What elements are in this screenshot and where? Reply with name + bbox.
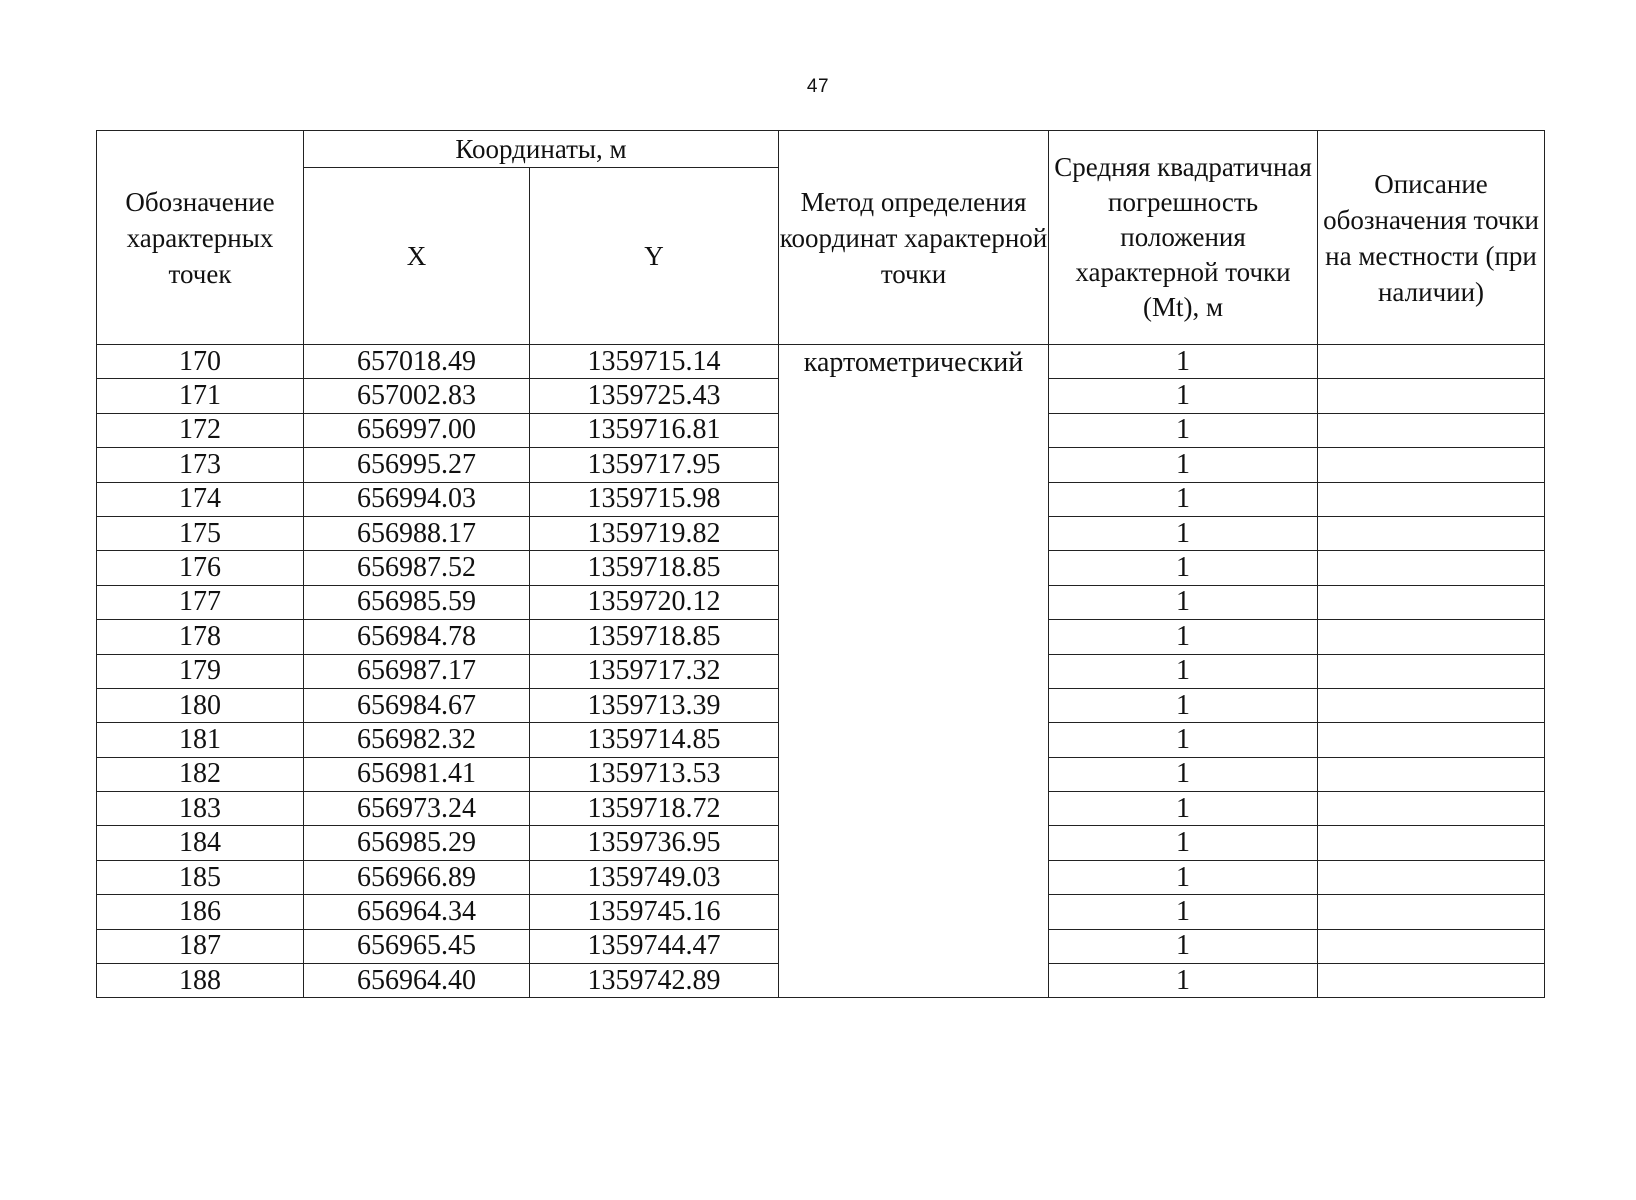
y-cell: 1359715.98 <box>530 482 779 516</box>
description-cell <box>1318 482 1545 516</box>
x-cell: 656994.03 <box>304 482 530 516</box>
header-method: Метод определения координат характерной точки <box>779 131 1049 345</box>
x-cell: 656987.17 <box>304 654 530 688</box>
x-cell: 656982.32 <box>304 723 530 757</box>
description-cell <box>1318 654 1545 688</box>
description-cell <box>1318 895 1545 929</box>
point-cell: 183 <box>97 792 304 826</box>
mean-error-cell: 1 <box>1049 688 1318 722</box>
mean-error-cell: 1 <box>1049 757 1318 791</box>
header-x: X <box>304 168 530 345</box>
description-cell <box>1318 448 1545 482</box>
mean-error-cell: 1 <box>1049 585 1318 619</box>
y-cell: 1359717.95 <box>530 448 779 482</box>
point-cell: 184 <box>97 826 304 860</box>
y-cell: 1359715.14 <box>530 345 779 379</box>
y-cell: 1359713.53 <box>530 757 779 791</box>
x-cell: 656984.78 <box>304 620 530 654</box>
point-cell: 174 <box>97 482 304 516</box>
mean-error-cell: 1 <box>1049 413 1318 447</box>
y-cell: 1359720.12 <box>530 585 779 619</box>
method-cell: картометрический <box>779 345 1049 998</box>
point-cell: 175 <box>97 516 304 550</box>
mean-error-cell: 1 <box>1049 345 1318 379</box>
mean-error-cell: 1 <box>1049 448 1318 482</box>
mean-error-cell: 1 <box>1049 895 1318 929</box>
x-cell: 656984.67 <box>304 688 530 722</box>
description-cell <box>1318 345 1545 379</box>
description-cell <box>1318 413 1545 447</box>
x-cell: 656965.45 <box>304 929 530 963</box>
x-cell: 656985.29 <box>304 826 530 860</box>
mean-error-cell: 1 <box>1049 516 1318 550</box>
y-cell: 1359725.43 <box>530 379 779 413</box>
description-cell <box>1318 620 1545 654</box>
description-cell <box>1318 826 1545 860</box>
x-cell: 656966.89 <box>304 860 530 894</box>
point-cell: 173 <box>97 448 304 482</box>
y-cell: 1359718.72 <box>530 792 779 826</box>
y-cell: 1359718.85 <box>530 551 779 585</box>
table-row <box>97 345 1545 379</box>
description-cell <box>1318 688 1545 722</box>
description-cell <box>1318 929 1545 963</box>
coordinates-table <box>96 130 1545 998</box>
header-point-designation: Обозначение характерных точек <box>97 131 304 345</box>
description-cell <box>1318 379 1545 413</box>
description-cell <box>1318 585 1545 619</box>
header-y: Y <box>530 168 779 345</box>
x-cell: 656964.40 <box>304 964 530 998</box>
y-cell: 1359749.03 <box>530 860 779 894</box>
page-number: 47 <box>806 76 830 97</box>
y-cell: 1359716.81 <box>530 413 779 447</box>
point-cell: 180 <box>97 688 304 722</box>
mean-error-cell: 1 <box>1049 792 1318 826</box>
x-cell: 656973.24 <box>304 792 530 826</box>
mean-error-cell: 1 <box>1049 482 1318 516</box>
mean-error-cell: 1 <box>1049 379 1318 413</box>
y-cell: 1359713.39 <box>530 688 779 722</box>
description-cell <box>1318 860 1545 894</box>
y-cell: 1359717.32 <box>530 654 779 688</box>
y-cell: 1359742.89 <box>530 964 779 998</box>
mean-error-cell: 1 <box>1049 654 1318 688</box>
mean-error-cell: 1 <box>1049 723 1318 757</box>
x-cell: 656997.00 <box>304 413 530 447</box>
description-cell <box>1318 757 1545 791</box>
header-mean-error: Средняя квадратичная погрешность положения характерной точки (Mt), м <box>1049 131 1318 345</box>
point-cell: 185 <box>97 860 304 894</box>
y-cell: 1359744.47 <box>530 929 779 963</box>
x-cell: 657018.49 <box>304 345 530 379</box>
point-cell: 188 <box>97 964 304 998</box>
x-cell: 656988.17 <box>304 516 530 550</box>
mean-error-cell: 1 <box>1049 551 1318 585</box>
description-cell <box>1318 792 1545 826</box>
table-body <box>97 345 1545 998</box>
point-cell: 170 <box>97 345 304 379</box>
point-cell: 186 <box>97 895 304 929</box>
point-cell: 172 <box>97 413 304 447</box>
y-cell: 1359714.85 <box>530 723 779 757</box>
point-cell: 171 <box>97 379 304 413</box>
point-cell: 176 <box>97 551 304 585</box>
description-cell <box>1318 551 1545 585</box>
x-cell: 656981.41 <box>304 757 530 791</box>
x-cell: 656985.59 <box>304 585 530 619</box>
header-description: Описание обозначения точки на местности (при наличии) <box>1318 131 1545 345</box>
mean-error-cell: 1 <box>1049 620 1318 654</box>
description-cell <box>1318 516 1545 550</box>
y-cell: 1359718.85 <box>530 620 779 654</box>
point-cell: 179 <box>97 654 304 688</box>
description-cell <box>1318 723 1545 757</box>
mean-error-cell: 1 <box>1049 964 1318 998</box>
x-cell: 656995.27 <box>304 448 530 482</box>
x-cell: 656987.52 <box>304 551 530 585</box>
point-cell: 181 <box>97 723 304 757</box>
point-cell: 177 <box>97 585 304 619</box>
point-cell: 182 <box>97 757 304 791</box>
x-cell: 657002.83 <box>304 379 530 413</box>
point-cell: 178 <box>97 620 304 654</box>
x-cell: 656964.34 <box>304 895 530 929</box>
mean-error-cell: 1 <box>1049 860 1318 894</box>
table-header <box>97 131 1545 345</box>
header-coordinates: Координаты, м <box>304 131 779 168</box>
mean-error-cell: 1 <box>1049 826 1318 860</box>
point-cell: 187 <box>97 929 304 963</box>
mean-error-cell: 1 <box>1049 929 1318 963</box>
description-cell <box>1318 964 1545 998</box>
y-cell: 1359719.82 <box>530 516 779 550</box>
y-cell: 1359745.16 <box>530 895 779 929</box>
y-cell: 1359736.95 <box>530 826 779 860</box>
